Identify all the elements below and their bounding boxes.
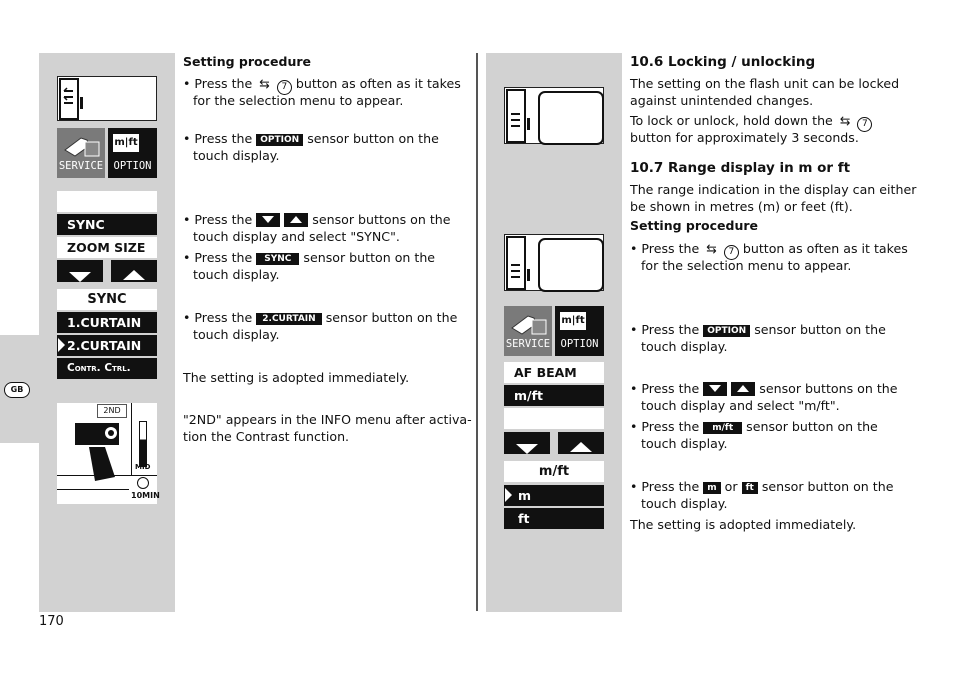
chevron-down-icon — [709, 385, 721, 392]
mft-sensor-label: m/ft — [703, 422, 742, 434]
mft-menu-title: m/ft — [504, 461, 604, 482]
service-label: SERVICE — [58, 160, 104, 172]
info-row-divider — [57, 475, 157, 476]
right-step-4: • Press the m/ft sensor button on the — [630, 419, 878, 434]
sync-sensor-label: SYNC — [256, 253, 299, 265]
section-heading-range: 10.7 Range display in m or ft — [630, 160, 851, 176]
arrow-up-button[interactable] — [111, 260, 157, 282]
right-step-3: • Press the sensor buttons on the — [630, 381, 898, 396]
chevron-down-icon — [69, 272, 91, 282]
flash-head-illustration-right-2 — [504, 234, 604, 291]
info-2nd-badge: 2ND — [97, 404, 127, 418]
right-setting-heading: Setting procedure — [630, 218, 758, 233]
lock-step-line-2: button for approximately 3 seconds. — [630, 130, 859, 145]
service-label: SERVICE — [505, 338, 551, 350]
left-adopted-text: The setting is adopted immediately. — [183, 370, 410, 385]
right-step-1: • Press the ⇆ 7 button as often as it takes — [630, 240, 908, 260]
arrow-down-button-right[interactable] — [504, 432, 550, 454]
switch-arrows-icon: ⇆ — [259, 76, 270, 91]
flash-head-icon — [505, 88, 605, 145]
circled-number: 7 — [724, 245, 739, 260]
lock-text-2: against unintended changes. — [630, 93, 814, 108]
menu-item-1-curtain[interactable]: 1.CURTAIN — [57, 312, 157, 333]
left-info-note-2: tion the Contrast function. — [183, 429, 350, 444]
info-display — [57, 403, 160, 504]
left-step-1: • Press the ⇆ 7 button as often as it takes — [183, 75, 461, 95]
chevron-down-icon — [516, 444, 538, 454]
circled-number: 7 — [277, 80, 292, 95]
language-badge: GB — [4, 382, 30, 398]
left-step-5-line-2: touch display. — [193, 327, 280, 342]
lock-step: To lock or unlock, hold down the ⇆ 7 — [630, 112, 872, 132]
option-sensor-label: OPTION — [703, 325, 750, 337]
up-arrow-sensor — [284, 213, 308, 227]
service-icon[interactable] — [57, 128, 105, 178]
left-step-3: • Press the sensor buttons on the — [183, 212, 451, 227]
arrow-up-button-right[interactable] — [558, 432, 604, 454]
menu-item-sync[interactable]: SYNC — [57, 214, 157, 235]
left-step-2-line-2: touch display. — [193, 148, 280, 163]
column-divider — [476, 53, 478, 611]
option-icon[interactable] — [555, 306, 604, 356]
menu-blank-row-right — [504, 408, 604, 429]
menu-item-m[interactable]: m — [504, 485, 604, 506]
up-arrow-sensor — [731, 382, 755, 396]
switch-arrows-icon: ⇆ — [839, 113, 851, 128]
curtain-sensor-label: 2.CURTAIN — [256, 313, 321, 325]
right-adopted-text: The setting is adopted immediately. — [630, 517, 857, 532]
right-step-4-line-2: touch display. — [641, 436, 728, 451]
left-setting-heading: Setting procedure — [183, 54, 311, 69]
chevron-up-icon — [737, 385, 749, 392]
range-text-1: The range indication in the display can either — [630, 182, 917, 197]
menu-item-mft[interactable]: m/ft — [504, 385, 604, 406]
menu-item-contr-ctrl[interactable]: Contr. Ctrl. — [57, 358, 157, 379]
service-option-icons — [57, 128, 157, 178]
range-text-2: be shown in metres (m) or feet (ft). — [630, 199, 853, 214]
lock-text-1: The setting on the flash unit can be locked — [630, 76, 900, 91]
right-step-2-line-2: touch display. — [641, 339, 728, 354]
page-number: 170 — [39, 614, 64, 629]
down-arrow-sensor — [256, 213, 280, 227]
arrow-down-button[interactable] — [57, 260, 103, 282]
left-step-2: • Press the OPTION sensor button on the — [183, 131, 439, 146]
menu-blank-row — [57, 191, 157, 212]
option-icon[interactable] — [108, 128, 157, 178]
right-step-5-line-2: touch display. — [641, 496, 728, 511]
flash-head-illustration-right — [504, 87, 604, 144]
selection-marker-icon — [58, 338, 65, 352]
flash-head-illustration — [57, 76, 157, 121]
selection-marker-icon — [505, 488, 512, 502]
right-step-2: • Press the OPTION sensor button on the — [630, 322, 886, 337]
menu-item-2-curtain[interactable]: 2.CURTAIN — [57, 335, 157, 356]
timer-label: 10MIN — [131, 491, 160, 500]
option-label: OPTION — [560, 338, 599, 350]
menu-item-zoom-size[interactable]: ZOOM SIZE — [57, 237, 157, 258]
right-step-1-line-2: for the selection menu to appear. — [641, 258, 852, 273]
clock-icon — [137, 477, 149, 489]
mid-label: MID — [135, 463, 151, 471]
switch-arrows-icon: ⇆ — [706, 241, 717, 256]
right-step-5: • Press the m or ft sensor button on the — [630, 479, 894, 494]
chevron-up-icon — [290, 216, 302, 223]
left-step-1-line-2: for the selection menu to appear. — [193, 93, 404, 108]
menu-item-ft[interactable]: ft — [504, 508, 604, 529]
chevron-up-icon — [123, 270, 145, 280]
circled-number: 7 — [857, 117, 872, 132]
left-step-4-line-2: touch display. — [193, 267, 280, 282]
left-step-4: • Press the SYNC sensor button on the — [183, 250, 436, 265]
mft-icon: m|ft — [113, 134, 139, 152]
ft-sensor-label: ft — [742, 482, 758, 494]
flash-head-icon — [58, 77, 158, 122]
sync-menu-title: SYNC — [57, 289, 157, 310]
level-bar — [139, 421, 147, 467]
flash-head-icon — [505, 235, 605, 292]
info-row-divider-2 — [57, 489, 129, 490]
down-arrow-sensor — [703, 382, 727, 396]
wrench-icon — [504, 306, 552, 340]
mft-icon: m|ft — [560, 312, 586, 330]
service-option-icons-right — [504, 306, 604, 356]
section-heading-locking: 10.6 Locking / unlocking — [630, 54, 816, 70]
wrench-icon — [57, 128, 105, 162]
right-step-3-line-2: touch display and select "m/ft". — [641, 398, 840, 413]
menu-item-af-beam[interactable]: AF BEAM — [504, 362, 604, 383]
chevron-up-icon — [570, 442, 592, 452]
service-icon[interactable] — [504, 306, 552, 356]
option-label: OPTION — [113, 160, 152, 172]
m-sensor-label: m — [703, 482, 720, 494]
chevron-down-icon — [262, 216, 274, 223]
left-step-3-line-2: touch display and select "SYNC". — [193, 229, 400, 244]
left-step-5: • Press the 2.CURTAIN sensor button on the — [183, 310, 458, 325]
option-sensor-label: OPTION — [256, 134, 303, 146]
left-info-note-1: "2ND" appears in the INFO menu after activa- — [183, 412, 472, 427]
